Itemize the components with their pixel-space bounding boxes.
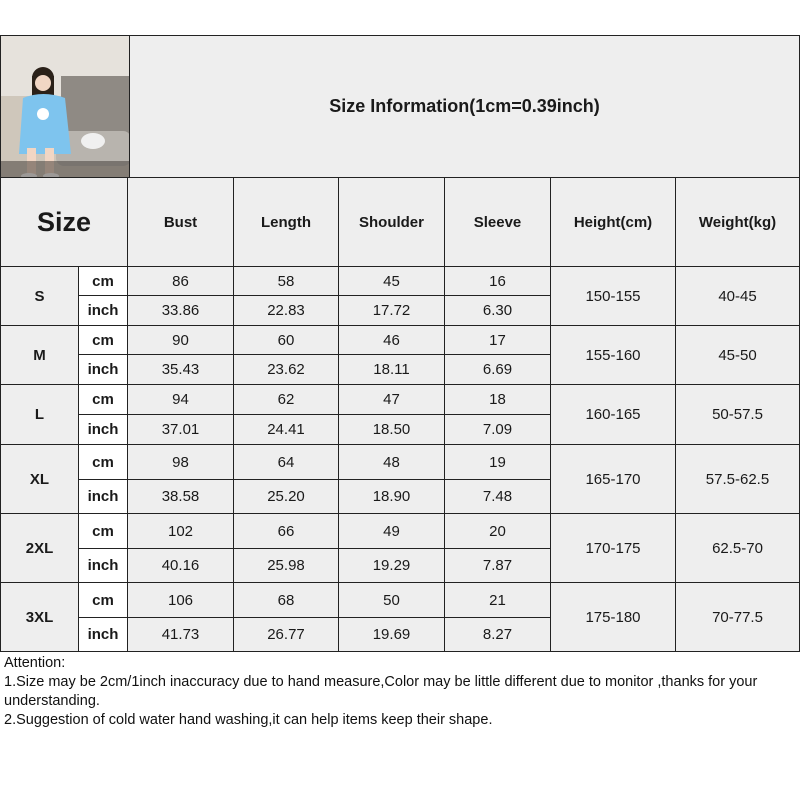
- chart-title: Size Information(1cm=0.39inch): [129, 35, 800, 178]
- cell-bust-cm: 94: [127, 384, 234, 415]
- cell-length-inch: 26.77: [233, 617, 339, 652]
- column-header-weight: Weight(kg): [675, 177, 800, 267]
- cell-bust-cm: 86: [127, 266, 234, 296]
- unit-label-cm: cm: [78, 582, 128, 618]
- cell-shoulder-inch: 19.69: [338, 617, 445, 652]
- cell-length-cm: 64: [233, 444, 339, 480]
- note-item: 1.Size may be 2cm/1inch inaccuracy due to hand measure,Color may be little different due to monitor ,thanks for your understanding.: [4, 674, 758, 709]
- cell-weight: 45-50: [675, 325, 800, 385]
- cell-shoulder-cm: 45: [338, 266, 445, 296]
- cell-bust-inch: 35.43: [127, 354, 234, 385]
- cell-shoulder-cm: 48: [338, 444, 445, 480]
- cell-height: 155-160: [550, 325, 676, 385]
- cell-sleeve-cm: 16: [444, 266, 551, 296]
- cell-shoulder-inch: 18.50: [338, 414, 445, 445]
- cell-height: 170-175: [550, 513, 676, 583]
- cell-bust-cm: 102: [127, 513, 234, 549]
- cell-bust-cm: 90: [127, 325, 234, 355]
- cell-length-cm: 58: [233, 266, 339, 296]
- cell-sleeve-inch: 6.30: [444, 295, 551, 326]
- cell-bust-inch: 37.01: [127, 414, 234, 445]
- cell-length-inch: 23.62: [233, 354, 339, 385]
- size-label: 2XL: [0, 513, 79, 583]
- cell-weight: 70-77.5: [675, 582, 800, 652]
- cell-length-inch: 25.20: [233, 479, 339, 514]
- cell-length-inch: 25.98: [233, 548, 339, 583]
- cell-height: 175-180: [550, 582, 676, 652]
- cell-shoulder-inch: 19.29: [338, 548, 445, 583]
- product-photo: [0, 35, 130, 178]
- unit-label-cm: cm: [78, 266, 128, 296]
- cell-length-inch: 24.41: [233, 414, 339, 445]
- cell-sleeve-inch: 7.09: [444, 414, 551, 445]
- cell-shoulder-cm: 49: [338, 513, 445, 549]
- attention-notes: [0, 651, 800, 800]
- unit-label-inch: inch: [78, 479, 128, 514]
- cell-bust-inch: 40.16: [127, 548, 234, 583]
- cell-sleeve-cm: 17: [444, 325, 551, 355]
- cell-sleeve-cm: 20: [444, 513, 551, 549]
- cell-sleeve-inch: 7.87: [444, 548, 551, 583]
- cell-bust-cm: 98: [127, 444, 234, 480]
- column-header-sleeve: Sleeve: [444, 177, 551, 267]
- cell-weight: 40-45: [675, 266, 800, 326]
- cell-length-cm: 62: [233, 384, 339, 415]
- cell-sleeve-cm: 21: [444, 582, 551, 618]
- size-label: S: [0, 266, 79, 326]
- cell-sleeve-cm: 18: [444, 384, 551, 415]
- unit-label-cm: cm: [78, 513, 128, 549]
- cell-sleeve-inch: 6.69: [444, 354, 551, 385]
- unit-label-inch: inch: [78, 548, 128, 583]
- size-label: M: [0, 325, 79, 385]
- cell-sleeve-inch: 8.27: [444, 617, 551, 652]
- cell-shoulder-inch: 18.11: [338, 354, 445, 385]
- unit-label-cm: cm: [78, 384, 128, 415]
- product-photo-image: [1, 36, 130, 178]
- cell-bust-cm: 106: [127, 582, 234, 618]
- column-header-length: Length: [233, 177, 339, 267]
- cell-bust-inch: 38.58: [127, 479, 234, 514]
- cell-shoulder-cm: 50: [338, 582, 445, 618]
- cell-shoulder-inch: 18.90: [338, 479, 445, 514]
- cell-bust-inch: 41.73: [127, 617, 234, 652]
- cell-sleeve-inch: 7.48: [444, 479, 551, 514]
- unit-label-cm: cm: [78, 444, 128, 480]
- cell-length-cm: 68: [233, 582, 339, 618]
- size-header: Size: [0, 177, 128, 267]
- cell-shoulder-cm: 46: [338, 325, 445, 355]
- unit-label-cm: cm: [78, 325, 128, 355]
- column-header-height: Height(cm): [550, 177, 676, 267]
- cell-shoulder-inch: 17.72: [338, 295, 445, 326]
- cell-height: 150-155: [550, 266, 676, 326]
- unit-label-inch: inch: [78, 414, 128, 445]
- notes-heading: Attention:: [4, 655, 66, 671]
- cell-weight: 62.5-70: [675, 513, 800, 583]
- cell-sleeve-cm: 19: [444, 444, 551, 480]
- cell-weight: 57.5-62.5: [675, 444, 800, 514]
- unit-label-inch: inch: [78, 617, 128, 652]
- cell-length-cm: 60: [233, 325, 339, 355]
- cell-height: 165-170: [550, 444, 676, 514]
- unit-label-inch: inch: [78, 295, 128, 326]
- note-item: 2.Suggestion of cold water hand washing,it can help items keep their shape.: [4, 712, 493, 728]
- size-label: 3XL: [0, 582, 79, 652]
- size-label: L: [0, 384, 79, 445]
- column-header-bust: Bust: [127, 177, 234, 267]
- size-label: XL: [0, 444, 79, 514]
- cell-length-cm: 66: [233, 513, 339, 549]
- cell-shoulder-cm: 47: [338, 384, 445, 415]
- cell-bust-inch: 33.86: [127, 295, 234, 326]
- cell-length-inch: 22.83: [233, 295, 339, 326]
- cell-height: 160-165: [550, 384, 676, 445]
- column-header-shoulder: Shoulder: [338, 177, 445, 267]
- unit-label-inch: inch: [78, 354, 128, 385]
- cell-weight: 50-57.5: [675, 384, 800, 445]
